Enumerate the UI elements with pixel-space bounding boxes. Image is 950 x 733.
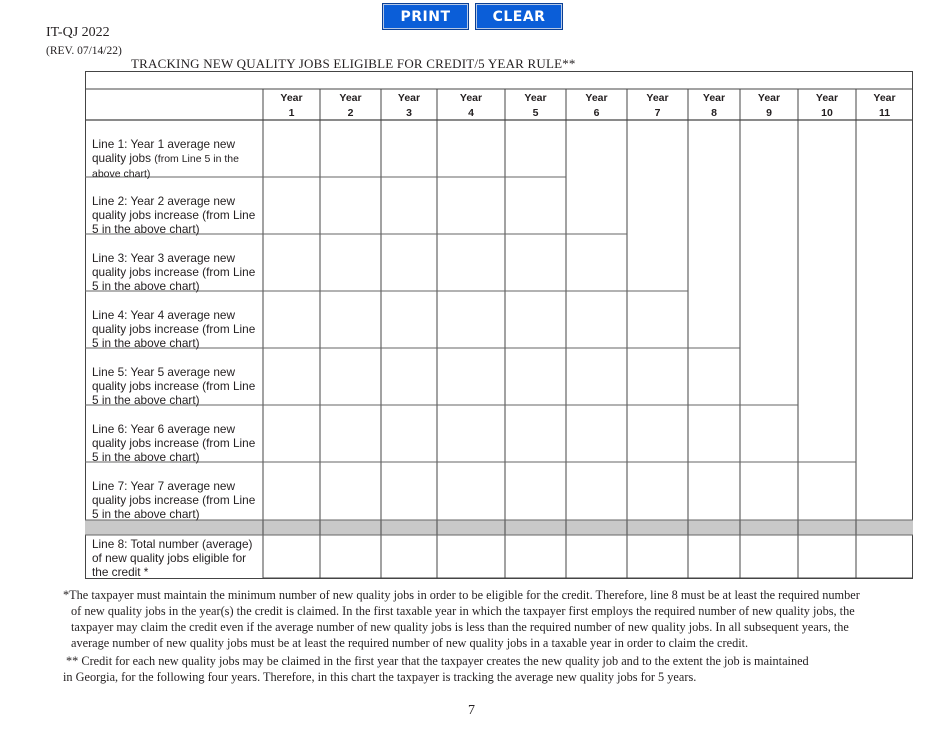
year-header-4 [437, 89, 505, 123]
input-line-3-year-5[interactable] [506, 235, 565, 290]
year-header-word: Year [815, 92, 839, 104]
input-line-5-year-9[interactable] [741, 349, 797, 404]
year-header-word: Year [873, 92, 896, 104]
year-header-number: 9 [766, 107, 772, 119]
footnote-1-line-3: taxpayer may claim the credit even if the average number of new quality jobs is less than the required number of new quality jobs. In all subsequent years, the [71, 620, 849, 634]
year-header-11 [856, 89, 913, 123]
year-header-9 [740, 89, 798, 123]
row-label-line-5: Line 5: Year 5 average new quality jobs increase (from Line 5 in the above chart) [92, 365, 256, 407]
input-line-6-year-9[interactable] [741, 406, 797, 461]
year-header-2 [320, 89, 381, 123]
form-title: TRACKING NEW QUALITY JOBS ELIGIBLE FOR CREDIT/5 YEAR RULE** [131, 56, 576, 71]
input-line-4-year-7[interactable] [628, 292, 687, 347]
input-line-1-year-3[interactable] [382, 121, 436, 176]
year-header-10 [798, 89, 856, 123]
row-label-line-1-note: (from Line 5 in the above chart) [92, 153, 239, 180]
input-line-6-year-7[interactable] [628, 406, 687, 461]
input-line-8-year-9[interactable] [741, 536, 797, 577]
year-header-word: Year [524, 92, 547, 104]
input-line-6-year-6[interactable] [567, 406, 626, 461]
year-header-number: 7 [654, 107, 661, 119]
row-label-line-1 [92, 137, 258, 181]
input-line-8-year-3[interactable] [382, 536, 436, 577]
input-line-2-year-3[interactable] [382, 178, 436, 233]
input-line-7-year-11[interactable] [857, 463, 912, 519]
year-header-number: 1 [288, 107, 295, 119]
footnote-2-line-2: in Georgia, for the following four years. Therefore, in this chart the taxpayer is tracking the average new quality jobs for 5 years. [63, 670, 697, 684]
input-line-3-year-4[interactable] [438, 235, 504, 290]
input-line-8-year-8[interactable] [689, 536, 739, 577]
input-line-7-year-9[interactable] [741, 463, 797, 519]
year-header-word: Year [646, 92, 669, 104]
page-number: 7 [468, 703, 475, 718]
input-line-8-year-4[interactable] [438, 536, 504, 577]
footnote-1-line-1: *The taxpayer must maintain the minimum number of new quality jobs in order to be eligible for the credit. Therefore, line 8 must be at least the required number [63, 588, 860, 602]
clear-button[interactable]: CLEAR [476, 4, 562, 29]
input-line-1-year-1[interactable] [264, 121, 319, 176]
year-header-3 [381, 89, 437, 123]
year-header-6 [566, 89, 627, 123]
year-header-word: Year [280, 92, 303, 104]
input-line-3-year-7[interactable] [628, 235, 687, 290]
input-line-4-year-5[interactable] [506, 292, 565, 347]
year-header-number: 5 [532, 107, 539, 119]
row-label-line-8: Line 8: Total number (average) of new quality jobs eligible for the credit * [92, 537, 253, 579]
row-label-line-2: Line 2: Year 2 average new quality jobs increase (from Line 5 in the above chart) [92, 194, 256, 236]
input-line-6-year-8[interactable] [689, 406, 739, 461]
row-label-line-4: Line 4: Year 4 average new quality jobs increase (from Line 5 in the above chart) [92, 308, 256, 350]
year-header-word: Year [757, 92, 781, 104]
input-line-5-year-8[interactable] [689, 349, 739, 404]
input-line-2-year-4[interactable] [438, 178, 504, 233]
year-header-number: 4 [468, 107, 474, 119]
footnote-1-line-4: average number of new quality jobs must be at least the required number of new quality jobs in a taxable year in order to claim the credit. [71, 636, 749, 650]
input-line-3-year-6[interactable] [567, 235, 626, 290]
year-header-number: 10 [821, 107, 833, 119]
year-header-number: 3 [406, 107, 412, 119]
year-header-word: Year [459, 92, 483, 104]
input-line-2-year-5[interactable] [506, 178, 565, 233]
input-line-8-year-10[interactable] [799, 536, 855, 577]
input-line-6-year-10[interactable] [799, 406, 855, 461]
year-header-1 [263, 89, 320, 123]
row-label-line-7: Line 7: Year 7 average new quality jobs increase (from Line 5 in the above chart) [92, 479, 256, 521]
input-line-4-year-4[interactable] [438, 292, 504, 347]
year-header-word: Year [339, 92, 362, 104]
input-line-1-year-2[interactable] [321, 121, 380, 176]
footnote-2-line-1: ** Credit for each new quality jobs may be claimed in the first year that the taxpayer creates the new quality job and to the extent the job is maintained [66, 654, 809, 668]
input-line-1-year-4[interactable] [438, 121, 504, 176]
input-line-8-year-6[interactable] [567, 536, 626, 577]
year-header-word: Year [702, 92, 726, 104]
input-line-4-year-8[interactable] [689, 292, 739, 347]
input-line-7-year-7[interactable] [628, 463, 687, 519]
input-line-7-year-8[interactable] [689, 463, 739, 519]
input-line-8-year-7[interactable] [628, 536, 687, 577]
input-line-7-year-10[interactable] [799, 463, 855, 519]
row-label-line-1-main: Line 1: Year 1 average new quality jobs [92, 137, 235, 165]
print-button[interactable]: PRINT [383, 4, 468, 29]
year-header-7 [627, 89, 688, 123]
separator-band [85, 520, 913, 535]
input-line-8-year-11[interactable] [857, 536, 912, 577]
input-line-8-year-1[interactable] [264, 536, 319, 577]
input-line-8-year-2[interactable] [321, 536, 380, 577]
input-line-5-year-6[interactable] [567, 349, 626, 404]
input-line-2-year-6[interactable] [567, 178, 626, 233]
year-header-word: Year [585, 92, 608, 104]
year-header-number: 2 [347, 107, 354, 119]
input-line-2-year-2[interactable] [321, 178, 380, 233]
year-header-word: Year [397, 92, 421, 104]
year-header-number: 6 [593, 107, 600, 119]
year-header-8 [688, 89, 740, 123]
row-label-line-3: Line 3: Year 3 average new quality jobs increase (from Line 5 in the above chart) [92, 251, 256, 293]
year-header-number: 11 [878, 107, 891, 119]
row-label-line-6: Line 6: Year 6 average new quality jobs increase (from Line 5 in the above chart) [92, 422, 256, 464]
input-line-5-year-5[interactable] [506, 349, 565, 404]
form-id: IT-QJ 2022 [46, 25, 110, 40]
input-line-1-year-5[interactable] [506, 121, 565, 176]
footnote-1-line-2: of new quality jobs in the year(s) the credit is claimed. In the first taxable year in which the taxpayer first employs the required number of new quality jobs, the [71, 604, 855, 618]
input-line-4-year-6[interactable] [567, 292, 626, 347]
input-line-8-year-5[interactable] [506, 536, 565, 577]
year-header-number: 8 [711, 107, 717, 119]
input-line-3-year-3[interactable] [382, 235, 436, 290]
year-header-5 [505, 89, 566, 123]
form-revision: (REV. 07/14/22) [46, 45, 122, 57]
input-line-5-year-7[interactable] [628, 349, 687, 404]
